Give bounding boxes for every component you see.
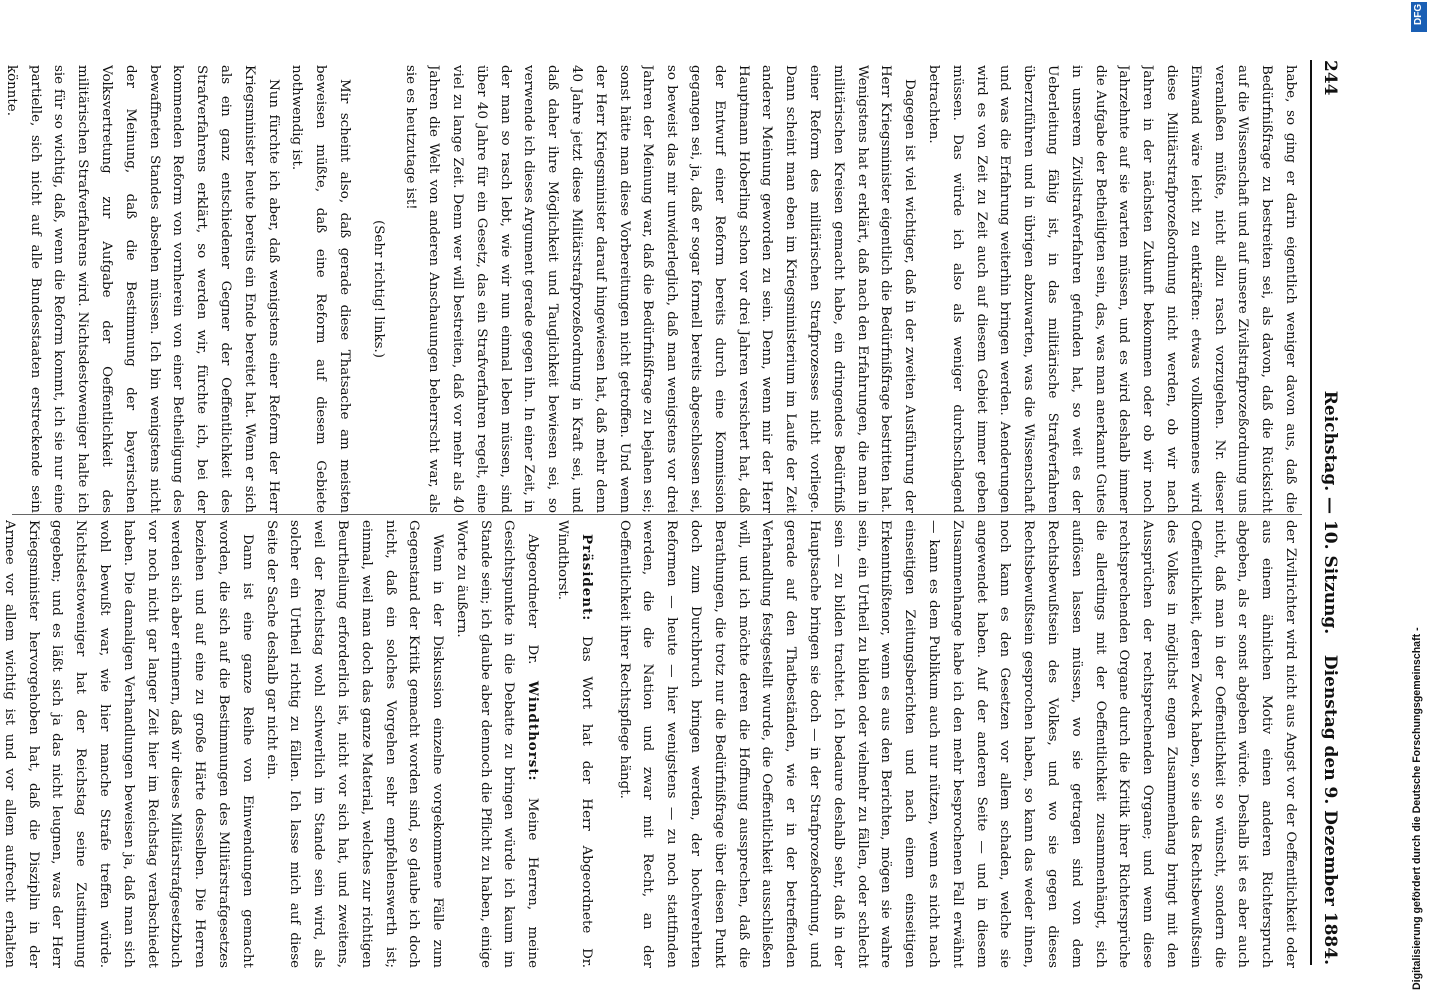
column-divider [12,514,1302,515]
right-column [2,520,1302,968]
statement-text: Das Wort hat der Herr Abgeordnete Dr. Windthorst. [555,520,594,968]
paragraph: Dagegen ist viel wichtiger, daß in der zweiten Ausführung der Herr Kriegsminister eigentlich die Bedürfnißfrage bestritten hat. Wenigstens hat er erklärt, daß nach den Erfahrungen, die man in militärischen Kreisen gemacht habe, ein dringendes Bedürfniß einer Reform des militärischen Strafprozesses nicht vorliege. Dann scheint man eben im Kriegsministerium im Laufe der Zeit anderer Meinung geworden zu sein. Denn, wenn mir der Herr Hauptmann Hoberling schon vor drei Jahren versichert hat, daß der Entwurf einer Reform bereits durch eine Kommission gegangen sei, ja, daß er sogar formell bereits abgeschlossen sei, so beweist das mir unwiderleglich, daß man wenigstens vor drei Jahren der Meinung war, daß die Bedürfnißfrage zu bejahen sei; sonst hätte man diese Vorbereitungen nicht getroffen. Und wenn der Herr Kriegsminister darauf hingewiesen hat, daß mehr denn 40 Jahre jetzt diese Militärstrafprozeßordnung in Kraft sei, und daß daher ihre Möglichkeit und Tauglichkeit bewiesen sei, so verwende ich dieses Argument gerade gegen ihn. In einer Zeit, in der man so rasch lebt, wie wir nun einmal leben müssen, sind über 40 Jahre für ein Gesetz, das ein Strafverfahren regelt, eine viel zu lange Zeit. Denn wer will bestreiten, daß vor mehr als 40 Jahren die Welt von anderen Anschauungen beherrscht war, als sie es heutzutage ist! [402,65,918,513]
left-column [2,65,1302,513]
speaker-title: Abgeordneter Dr. [525,534,541,681]
digitization-footer [1405,0,1432,1000]
interjection: (Sehr richtig! links.) [370,220,386,358]
page-header [1312,60,1340,965]
paragraph: Mir scheint also, daß gerade diese Thatsache am meisten beweisen müßte, daß eine Reform auf diesem Gebiete nothwendig ist. [289,65,352,513]
president-statement [550,520,598,968]
header-date: Dienstag den 9. Dezember 1884. [1320,654,1340,965]
paragraph: der Zivilrichter wird nicht aus Angst vor der Oeffentlichkeit oder aus einem ähnlichen Motiv einen anderen Richterspruch abgeben, als er sonst abgeben würde. Deshalb ist es aber auch nicht, daß man in der Oeffentlichkeit so wünscht, sondern die Oeffentlichkeit, deren Zweck haben, so sie das Rechtsbewußtsein des Volkes in möglichst engen Zusammenhang bringt mit den Aussprüchen der rechtsprechenden Organe; und wenn diese rechtsprechenden Organe durch die Kritik ihrer Richtersprüche die allerdings mit der Oeffentlichkeit zusammenhängt, sich auflösen lassen müssen, wo sie getragen sind von dem Rechtsbewußtsein des Volkes, und wo sie gegen dieses Rechtsbewußtsein gesprochen haben, so kann das weder ihnen, noch kann es den Gesetzen vor allem schaden, welche sie angewendet haben. Auf der anderen Seite — und in diesem Zusammenhange habe ich den mehr besprochenen Fall erwähnt — kann es dem Publikum auch nur nützen, wenn es nicht nach einseitigen Zeitungsberichten und nach einem einseitigen Erkenntnißtenor, wenn es aus den Berichten, mögen sie wahre sein, ein Urtheil zu bilden oder vielmehr zu fällen, oder schlecht sein — zu bilden trachtet. Ich bedaure deshalb sehr, daß in der Hauptsache bringen sie doch — in der Strafprozeßordnung, und gerade auf den Thatbeständen, wie er in der betreffenden Verhandlung festgestellt wurde, die Oeffentlichkeit ausschließen will, und ich möchte deren die Hoffnung aussprechen, daß die Berathungen, die trotz nur die Bedürfnißfrage über diesen Punkt doch zum Durchbruch bringen werden, der hochverehrten Reformen — heute — hier wenigstens — zu noch stattfinden werden, die die Nation und zwar mit Recht, an der Oeffentlichkeit ihrer Rechtspflege hängt. [616,520,1298,968]
speaker-name: Windthorst: [525,680,542,782]
paragraph: Dann ist eine ganze Reihe von Einwendungen gemacht worden, die sich auf die Bestimmungen des Militärstrafgesetzes beziehen und auf eine zu große Härte desselben. Die Herren werden sich aber erinnern, daß wir dieses Militärstrafgesetzbuch vor noch nicht gar langer Zeit hier im Reichstag verabschiedet haben. Die damaligen Verhandlungen beweisen ja, daß man sich wohl bewußt war, wie hier manche Strafe treffen würde. Nichtsdestoweniger hat der Reichstag seine Zustimmung gegeben; und es läßt sich ja das nicht leugnen, was der Herr Kriegsminister hervorgehoben hat, daß die Disziplin in der Armee vor allem wichtig ist und vor allem aufrecht erhalten [2,520,255,968]
header-title: Reichstag. — 10. Sitzung. [1320,390,1340,635]
paragraph: Wenn in der Diskussion einzelne vorgekommene Fälle zum Gegenstand der Kritik gemacht worden sind, so glaube ich doch nicht, daß ein solches Vorgehen sehr empfehlenswerth ist; einmal, weil man doch das ganze Material, welches zur richtigen Beurtheilung erforderlich ist, nicht vor sich hat, und zweitens, weil der Reichstag wohl schwerlich im Stande sein wird, als solcher ein Urtheil richtig zu fällen. Ich lasse mich auf diese Seite der Sache deshalb gar nicht ein. [263,520,446,968]
paragraph: Nun fürchte ich aber, daß wenigstens einer Reform der Herr Kriegsminister heute bereits ein Ende bereitet hat. Wenn er sich als ein ganz entschiedener Gegner der Oeffentlichkeit des Strafverfahrens erklärt, so werden wir, fürchte ich, bei der kommenden Reform von vornherein von einer Betheiligung des bewaffneten Standes absehen müssen. Ich bin wenigstens nicht der Meinung, daß die Bestimmung der bayerischen Volksvertretung zur Aufgabe der Oeffentlichkeit des militärischen Strafverfahrens wird. Nichtsdestoweniger halte ich sie für so wichtig, daß, wenn die Reform kommt, ich sie nur eine partielle, sich nicht auf alle Bundesstaaten erstreckende sein könnte. [3,65,281,513]
paragraph: habe, so ging er darin eigentlich weniger davon aus, daß die Bedürfnißfrage zu bestreiten sei, als davon, daß die Rücksicht auf die Wissenschaft und auf unsere Zivilstrafprozeßordnung uns veranlaßen müßte, nicht allzu rasch vorzugehen. Nr. dieser Einwand wäre leicht zu entkräften: etwas vollkommenes wird diese Militärstrafprozeßordnung nicht werden, ob wir nach Jahren in der nächsten Zukunft bekommen oder ob wir noch Jahrzehnte auf sie warten müssen, und es wird deshalb immer die Aufgabe der Betheiligten sein, das, was man anerkannt Gutes in unserem Zivilstrafverfahren gefunden hat, so weit es der Ueberleitung fähig ist, in das militärische Strafverfahren überzuführen und in übrigen abzuwarten, was die Wissenschaft und was die Erfahrung weiterhin bringen werden. Aenderungen wird es von Zeit zu Zeit auch auf diesem Gebiet immer geben müssen. Das würde ich also als weniger durchschlagend betrachten. [926,65,1298,513]
dfg-logo-text: DFG [1413,3,1424,25]
speaker-name: Präsident: [578,534,595,622]
header-rule [1310,60,1312,965]
digitization-note: Digitalisierung gefördert durch die Deutsche Forschungsgemeinschaft - [1411,627,1423,990]
speech-opening [449,520,544,968]
page-number: 244 [1320,60,1340,96]
statement-text: Meine Herren, meine Gesichtspunkte in die Debatte zu bringen würde ich kaum im Stande sein; ich glaube aber dennoch die Pflicht zu haben, einige Worte zu äußern. [453,520,541,968]
